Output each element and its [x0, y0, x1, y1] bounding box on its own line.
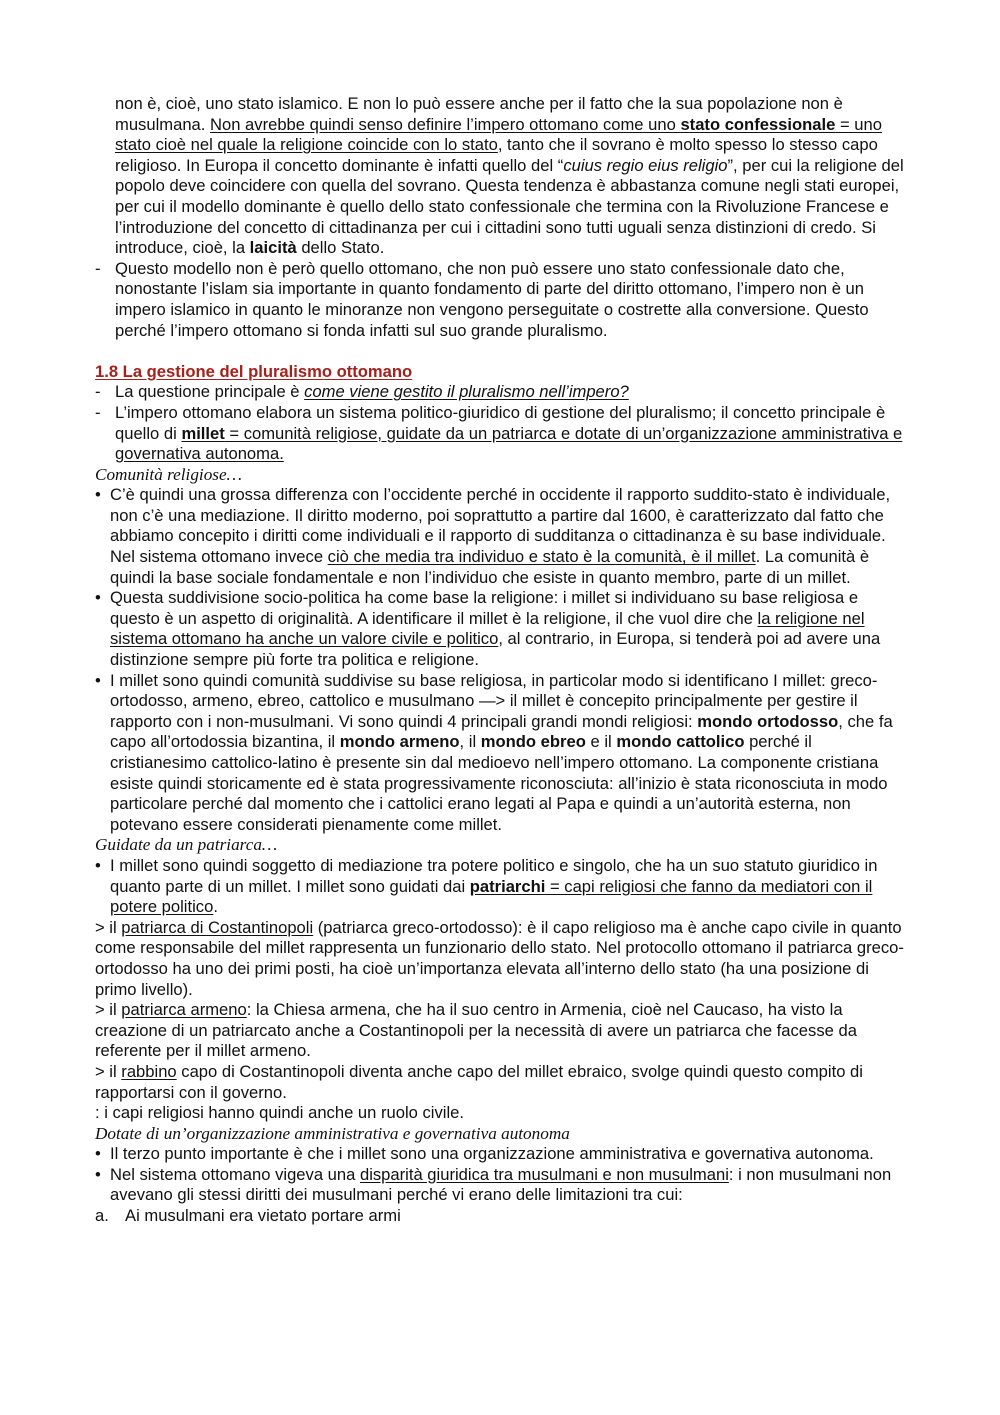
bullet-marker: •: [95, 1144, 101, 1164]
arrow-paragraph: > il patriarca di Costantinopoli (patriarca greco-ortodosso): è il capo religioso ma è anche capo civile in quanto come responsabile del millet rappresenta un funzionario dello stato. Nel protocollo ottomano il patriarca greco-ortodosso ha uno dei primi posti, ha cioè un’importanza elevata all’interno dello stato (ha una posizione di primo livello).: [95, 917, 904, 999]
dash-marker: -: [95, 402, 101, 422]
section-heading: 1.8 La gestione del pluralismo ottomano: [95, 361, 413, 381]
bullet-item: • Questa suddivisione socio-politica ha come base la religione: i millet si individuano su base religiosa e questo è un aspetto di originalità. A identificare il millet è la religione, il che vuol dire che la religione nel sistema ottomano ha anche un valore civile e politico, al contrario, in Europa, si tenderà poi ad avere una distinzione sempre più forte tra politica e religione.: [95, 588, 881, 670]
dash-item: - La questione principale è come viene gestito il pluralismo nell’impero?: [95, 382, 629, 402]
spacer: [95, 341, 907, 362]
summary-line: : i capi religiosi hanno quindi anche un ruolo civile.: [95, 1103, 464, 1123]
term-millet: millet: [181, 423, 225, 443]
bullet-marker: •: [95, 485, 101, 505]
term-stato-confessionale: stato confessionale: [680, 114, 836, 134]
intro-paragraph: non è, cioè, uno stato islamico. E non lo può essere anche per il fatto che la sua popolazione non è musulmana. Non avrebbe quindi senso definire l’impero ottomano come uno stato confessionale = uno stato cioè nel quale la religione coincide con lo stato, tanto che il sovrano è molto spesso lo stesso capo religioso. In Europa il concetto dominante è infatti quello del “cuius regio eius religio”, per cui la religione del popolo deve coincidere con quella del sovrano. Questa tendenza è abbastanza comune negli stati europei, per cui il modello dominante è quello dello stato confessionale che termina con la Rivoluzione Francese e l’introduzione del concetto di cittadinanza per cui i cittadini sono tutti uguali senza distinzioni di credo. Si introduce, cioè, la laicità dello Stato.: [115, 94, 904, 258]
term-laicita: laicità: [249, 238, 297, 258]
lettered-item: a. Ai musulmani era vietato portare armi: [95, 1206, 401, 1226]
arrow-paragraph: > il patriarca armeno: la Chiesa armena, che ha il suo centro in Armenia, cioè nel Caucaso, ha visto la creazione di un patriarcato anche a Costantinopoli per la necessità di avere un patriarca che facesse da referente per il millet armeno.: [95, 1000, 857, 1061]
dash-marker: -: [95, 258, 101, 278]
bullet-marker: •: [95, 1164, 101, 1184]
letter-label: a.: [95, 1206, 109, 1226]
bullet-item: • I millet sono quindi comunità suddivise su base religiosa, in particolar modo si identificano I millet: greco-ortodosso, armeno, ebreo, cattolico e musulmano —> il millet è concepito principalmente per gestire il rapporto con i non-musulmani. Vi sono quindi 4 principali grandi mondi religiosi: mondo ortodosso, che fa capo all’ortodossia bizantina, il mondo armeno, il mondo ebreo e il mondo cattolico perché il cristianesimo cattolico-latino è presente sin dal medioevo nell’impero ottomano. La componente cristiana esiste quindi storicamente ed è stata progressivamente riconosciuta: all’inizio è stata riconosciuta in modo particolare perché dal momento che i cattolici erano legati al Papa e quindi a un’autorità esterna, non potevano essere considerati pienamente come millet.: [95, 670, 893, 834]
bullet-item: • Nel sistema ottomano vigeva una disparità giuridica tra musulmani e non musulmani: i non musulmani non avevano gli stessi diritti dei musulmani perché vi erano delle limitazioni tra cui:: [95, 1164, 892, 1205]
bullet-item: • C’è quindi una grossa differenza con l’occidente perché in occidente il rapporto suddito-stato è individuale, non c’è una mediazione. Il diritto moderno, poi soprattutto a partire dal 1600, è caratterizzato dal fatto che abbiamo concepito i diritti come individuali e il rapporto di sudditanza o cittadinanza è su base individuale. Nel sistema ottomano invece ciò che media tra individuo e stato è la comunità, è il millet. La comunità è quindi la base sociale fondamentale e non l’individuo che esiste in quanto membro, parte di un millet.: [95, 485, 891, 587]
dash-marker: -: [95, 382, 101, 402]
bullet-item: • Il terzo punto importante è che i millet sono una organizzazione amministrativa e governativa autonoma.: [95, 1144, 874, 1164]
subheading-organizzazione: Dotate di un’organizzazione amministrativa e governativa autonoma: [95, 1123, 570, 1143]
bullet-marker: •: [95, 855, 101, 875]
bullet-marker: •: [95, 588, 101, 608]
text-column: [95, 94, 907, 1227]
bullet-item: • I millet sono quindi soggetto di mediazione tra potere politico e singolo, che ha un suo statuto giuridico in quanto parte di un millet. I millet sono guidati dai patriarchi = capi religiosi che fanno da mediatori con il potere politico.: [95, 855, 878, 917]
subheading-comunita: Comunità religiose…: [95, 464, 242, 484]
dash-item: - L’impero ottomano elabora un sistema politico-giuridico di gestione del pluralismo; il concetto principale è quello di millet = comunità religiose, guidate da un patriarca e dotate di un’organizzazione amministrativa e governativa autonoma.: [95, 402, 903, 464]
subheading-patriarca: Guidate da un patriarca…: [95, 835, 278, 855]
dash-item: - Questo modello non è però quello ottomano, che non può essere uno stato confessionale dato che, nonostante l’islam sia importante in quanto fondamento di parte del diritto ottomano, l’impero non è un impero islamico in quanto le minoranze non vengono perseguitate o costrette alla conversione. Questo perché l’impero ottomano si fonda infatti sul suo grande pluralismo.: [95, 258, 869, 340]
bullet-marker: •: [95, 670, 101, 690]
arrow-paragraph: > il rabbino capo di Costantinopoli diventa anche capo del millet ebraico, svolge quindi questo compito di rapportarsi con il governo.: [95, 1061, 863, 1102]
